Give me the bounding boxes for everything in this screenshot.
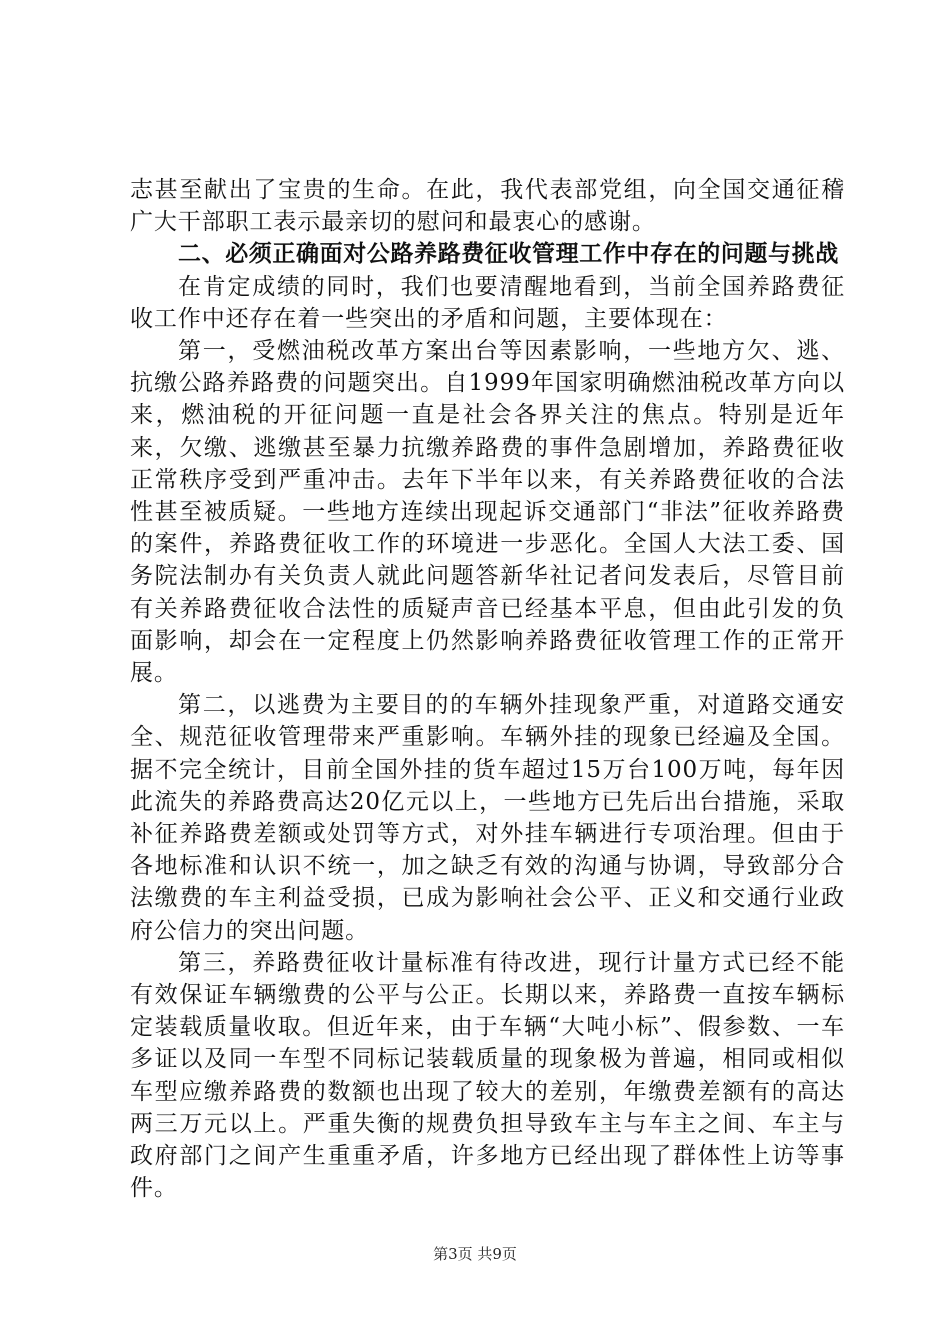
paragraph-second-issue: 第二，以逃费为主要目的的车辆外挂现象严重，对道路交通安全、规范征收管理带来严重影响。车辆外挂的现象已经遍及全国。据不完全统计，目前全国外挂的货车超过15万台100万吨，每年因此流失的养路费高达20亿元以上，一些地方已先后出台措施，采取补征养路费差额或处罚等方式，对外挂车辆进行专项治理。但由于各地标准和认识不统一，加之缺乏有效的沟通与协调，导致部分合法缴费的车主利益受损，已成为影响社会公平、正义和交通行业政府公信力的突出问题。	[130, 692, 845, 944]
section-heading: 二、必须正确面对公路养路费征收管理工作中存在的问题与挑战	[178, 241, 839, 268]
paragraph-third-issue: 第三，养路费征收计量标准有待改进，现行计量方式已经不能有效保证车辆缴费的公平与公正。长期以来，养路费一直按车辆标定装载质量收取。但近年来，由于车辆“大吨小标”、假参数、一车多证以及同一车型不同标记装载质量的现象极为普遍，相同或相似车型应缴养路费的数额也出现了较大的差别，年缴费差额有的高达两三万元以上。严重失衡的规费负担导致车主与车主之间、车主与政府部门之间产生重重矛盾，许多地方已经出现了群体性上访等事件。	[130, 949, 845, 1202]
paragraph-continuation: 志甚至献出了宝贵的生命。在此，我代表部党组，向全国交通征稽广大干部职工表示最亲切的慰问和最衷心的感谢。	[130, 177, 845, 236]
document-body	[130, 174, 845, 1205]
page-number-footer: 第3页 共9页	[433, 1245, 517, 1263]
paragraph-first-issue: 第一，受燃油税改革方案出台等因素影响，一些地方欠、逃、抗缴公路养路费的问题突出。自1999年国家明确燃油税改革方向以来，燃油税的开征问题一直是社会各界关注的焦点。特别是近年来，欠缴、逃缴甚至暴力抗缴养路费的事件急剧增加，养路费征收正常秩序受到严重冲击。去年下半年以来，有关养路费征收的合法性甚至被质疑。一些地方连续出现起诉交通部门“非法”征收养路费的案件，养路费征收工作的环境进一步恶化。全国人大法工委、国务院法制办有关负责人就此问题答新华社记者问发表后，尽管目前有关养路费征收合法性的质疑声音已经基本平息，但由此引发的负面影响，却会在一定程度上仍然影响养路费征收管理工作的正常开展。	[130, 338, 845, 687]
paragraph-intro: 在肯定成绩的同时，我们也要清醒地看到，当前全国养路费征收工作中还存在着一些突出的矛盾和问题，主要体现在：	[130, 273, 845, 332]
